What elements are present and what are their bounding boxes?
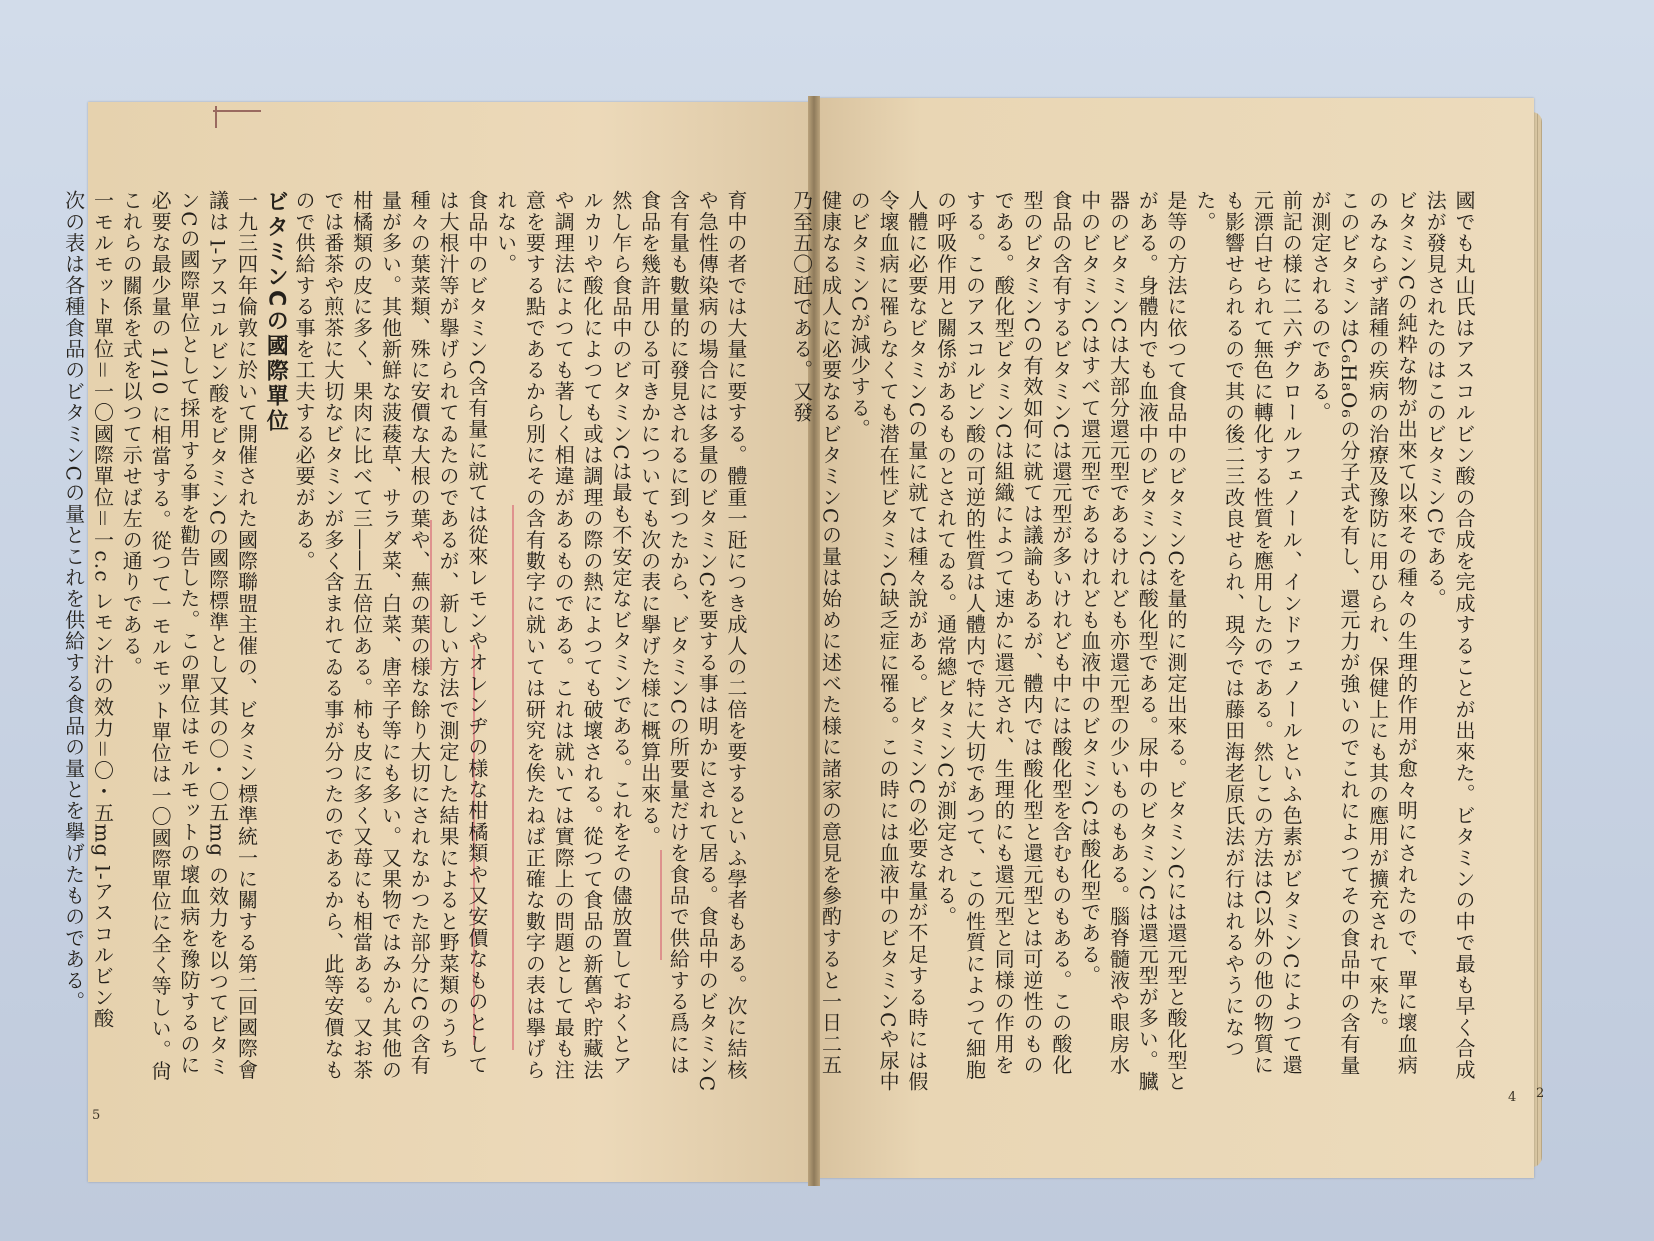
paragraph: 國でも丸山氏はアスコルビン酸の合成を完成することが出來た。ビタミンの中で最も早く合成法が發見されたのはこのビタミンCである。 — [1423, 190, 1476, 1081]
paragraph: ビタミンCの純粋な物が出來て以來その種々の生理的作用が愈々明にされたので、單に壞血病のみならず諸種の疾病の治療及豫防に用ひられ、保健上にも其の應用が擴充されて來た。 — [1365, 190, 1419, 1076]
right-page-text — [789, 190, 1478, 1095]
formula-line: 一モルモット單位＝一〇國際單位＝一c.c レモン汁の效力＝〇・五mg l-アスコルビン酸 — [90, 190, 115, 1030]
page-number-right: 4 — [1508, 1090, 1517, 1105]
paragraph: 然し乍ら食品中のビタミンCは最も不安定なビタミンである。これをその儘放置しておくとアルカリや酸化によつても或は調理の際の熱によつても破壞される。從つて食品の新舊や貯藏法や調理法によつても著しく相違があるものである。これは就いては實際上の問題として最も注意を要する點であるから別にその含有數字に就いては研究を俟たねば正確な數字の表は擧げられない。 — [493, 190, 633, 1081]
page-number-left: 5 — [92, 1108, 101, 1123]
paragraph: 一九三四年倫敦に於いて開催された國際聯盟主催の、ビタミン標準統一に關する第二回國際會議は l-アスコルビン酸をビタミンCの國際標準とし又其の〇・〇五mg の效力を以つてビタミンCの國際單位として採用する事を勸告した。この單位はモルモットの壞血病を豫防するのに必要な最少量の 1/10 に相當する。從つて一モルモット單位は一〇國際單位に全く等しい。尙これらの關係を式を以つて示せば左の通りである。 — [119, 190, 259, 1082]
paragraph: 食品中のビタミンC含有量に就ては從來レモンやオレンヂの様な柑橘類や又安價なものとしては大根汁等が擧げられてゐたのであるが、新しい方法で測定した結果によると野菜類のうち種々の葉菜類、殊に安價な大根の葉や、蕪の葉の様な餘り大切にされなかつた部分にCの含有量が多い。其他新鮮な菠薐草、サラダ菜、白菜、唐辛子等にも多い。又果物ではみかん其他の柑橘類の皮に多く、果肉に比べて三――五倍位ある。柿も皮に多く又苺にも相當ある。又お茶では番茶や煎茶に大切なビタミンが多く含まれてゐる事が分つたのであるから、此等安價なもので供給する事を工夫する必要がある。 — [292, 190, 489, 1081]
section-heading: ビタミンCの國際單位 — [263, 190, 289, 435]
paragraph: 次の表は各種食品のビタミンCの量とこれを供給する食品の量とを擧げたものである。 — [61, 190, 86, 1013]
paragraph: 前記の様に二六ヂクロールフェノール、インドフェノールといふ色素がビタミンCによつて還元漂白せられて無色に轉化する性質を應用したのである。然しこの方法はC以外の他の物質にも影響せられるので其の後二三改良せられ、現今では藤田海老原氏法が行はれるやうになつた。 — [1192, 190, 1304, 1076]
paragraph: 人體に必要なビタミンCの量に就ては種々說がある。ビタミンCの必要な量が不足する時には假令壞血病に罹らなくても潜在性ビタミンC缺乏症に罹る。この時には血液中のビタミンCや尿中のビタミンCが減少する。 — [847, 190, 929, 1093]
page-corner-number: 2 — [1536, 1086, 1545, 1101]
pencil-mark — [213, 110, 261, 126]
paragraph: 食品の含有するビタミンCは還元型が多いけれども中には酸化型を含むものもある。この酸化型のビタミンCの有效如何に就ては議論もあるが、體内では酸化型と還元型とは可逆性のものである。酸化型ビタミンCは組織によつて速かに還元され、生理的にも還元型と同様の作用をする。このアスコルビン酸の可逆的性質は人體内で特に大切であつて、この性質によつて細胞の呼吸作用と關係があるものとされてゐる。通常總ビタミンCが測定される。 — [933, 190, 1073, 1081]
paragraph: このビタミンはC₆H₈O₆の分子式を有し、還元力が強いのでこれによつてその食品中の含有量が測定されるのである。 — [1308, 190, 1361, 1076]
paragraph: 健康なる成人に必要なるビタミンCの量は始めに述べた様に諸家の意見を參酌すると一日二五乃至五〇瓩である。又發 — [789, 190, 843, 1076]
paragraph: 是等の方法に依つて食品中のビタミンCを量的に測定出來る。ビタミンCには還元型と酸化型とがある。身體内でも血液中のビタミンCは酸化型である。尿中のビタミンCは還元型が多い。臓器のビタミンCは大部分還元型であるけれども亦還元型の少いものもある。腦脊髓液や眼房水中のビタミンCはすべて還元型であるけれども血液中のビタミンCは酸化型である。 — [1077, 190, 1189, 1093]
left-page-text — [61, 190, 750, 1095]
pencil-mark-stroke — [215, 106, 217, 128]
paragraph: 育中の者では大量に要する。體重一瓩につき成人の二倍を要するといふ學者もある。次に結核や急性傳染病の場合には多量のビタミンCを要する事は明かにされて居る。食品中のビタミンC含有量も數量的に發見されるに到つたから、ビタミンCの所要量だけを食品で供給する爲には食品を幾許用ひる可きかについても次の表に擧げた様に概算出來る。 — [637, 190, 748, 1093]
